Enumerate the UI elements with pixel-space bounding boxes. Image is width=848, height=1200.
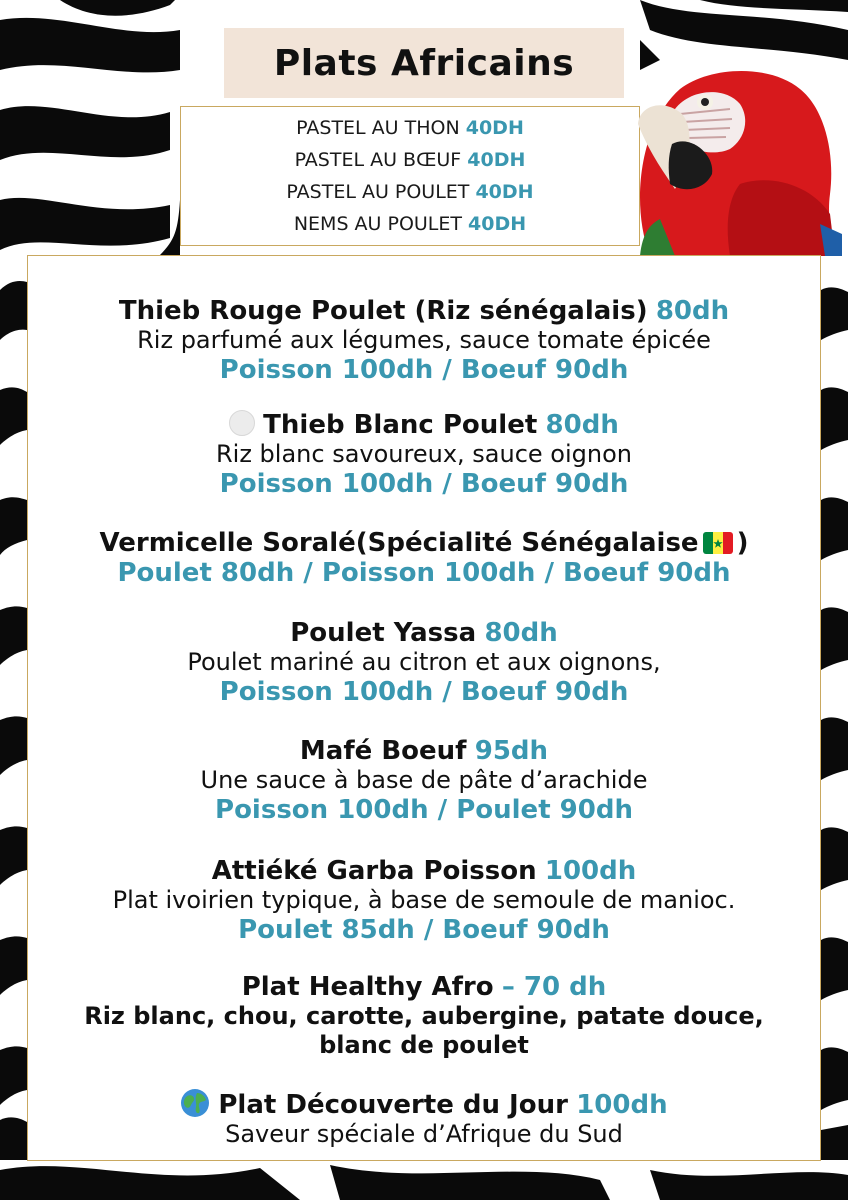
dish-name: Vermicelle Soralé(Spécialité Sénégalaise: [99, 528, 699, 558]
dish-description: Plat ivoirien typique, à base de semoule de manioc.: [112, 886, 736, 914]
dish-description: Riz blanc, chou, carotte, aubergine, patate douce,: [84, 1002, 764, 1030]
starter-name: PASTEL AU POULET: [286, 181, 470, 203]
dish-variants: Poisson 100dh / Boeuf 90dh: [219, 469, 629, 499]
dish-variants: Poulet 80dh / Poisson 100dh / Boeuf 90dh: [117, 558, 731, 588]
dish-description: blanc de poulet: [319, 1031, 529, 1059]
dish-variants: Poisson 100dh / Boeuf 90dh: [219, 355, 629, 385]
dish-variants: Poisson 100dh / Boeuf 90dh: [219, 677, 629, 707]
dish-description: Riz blanc savoureux, sauce oignon: [215, 440, 632, 468]
starter-price: 40DH: [475, 181, 534, 203]
dish-variants: Poulet 85dh / Boeuf 90dh: [238, 915, 610, 945]
dish-item: [28, 410, 820, 499]
dish-description: Une sauce à base de pâte d’arachide: [200, 766, 648, 794]
dish-variants: Poisson 100dh / Poulet 90dh: [215, 795, 633, 825]
menu-title: Plats Africains: [273, 42, 575, 84]
dish-item: [28, 528, 820, 588]
starter-name: NEMS AU POULET: [293, 213, 462, 235]
starter-name: PASTEL AU BŒUF: [294, 149, 462, 171]
dishes-box: [27, 255, 821, 1161]
dish-name: Plat Découverte du Jour: [218, 1090, 568, 1120]
starter-name: PASTEL AU THON: [296, 117, 460, 139]
dish-price: 80dh: [484, 618, 558, 648]
dish-price: 100dh: [576, 1090, 668, 1120]
starter-item: [294, 211, 526, 237]
title-banner: [224, 28, 624, 98]
dish-item: [28, 296, 820, 385]
starter-item: [296, 115, 524, 141]
starter-price: 40DH: [468, 213, 527, 235]
globe-icon: [180, 1088, 210, 1118]
dish-name: Poulet Yassa: [290, 618, 477, 648]
starter-item: [286, 179, 533, 205]
dish-description: Poulet mariné au citron et aux oignons,: [187, 648, 661, 676]
parrot-image: [620, 64, 842, 256]
dish-name: Thieb Blanc Poulet: [263, 410, 538, 440]
dish-price: 95dh: [474, 736, 549, 766]
dish-price: 80dh: [545, 410, 619, 440]
dish-name: Thieb Rouge Poulet (Riz sénégalais): [118, 296, 648, 326]
dish-item: [28, 618, 820, 707]
dish-description: Saveur spéciale d’Afrique du Sud: [225, 1120, 623, 1148]
dish-price: 100dh: [544, 856, 637, 886]
dish-item: [28, 736, 820, 825]
dish-item: [28, 1088, 820, 1149]
dish-description: Riz parfumé aux légumes, sauce tomate épicée: [137, 326, 711, 354]
dish-item: [28, 856, 820, 945]
senegal-flag-icon: [703, 532, 733, 554]
starters-box: [180, 106, 640, 246]
starter-item: [295, 147, 526, 173]
dish-price: 80dh: [655, 296, 730, 326]
white-circle-icon: [229, 410, 255, 436]
dish-name: Plat Healthy Afro: [241, 972, 494, 1002]
starter-price: 40DH: [467, 149, 526, 171]
dish-item: [28, 972, 820, 1060]
dish-name-end: ): [736, 528, 749, 558]
starter-price: 40DH: [465, 117, 524, 139]
dish-name: Attiéké Garba Poisson: [211, 856, 537, 886]
dish-name: Mafé Boeuf: [299, 736, 467, 766]
dish-price: – 70 dh: [501, 972, 607, 1002]
